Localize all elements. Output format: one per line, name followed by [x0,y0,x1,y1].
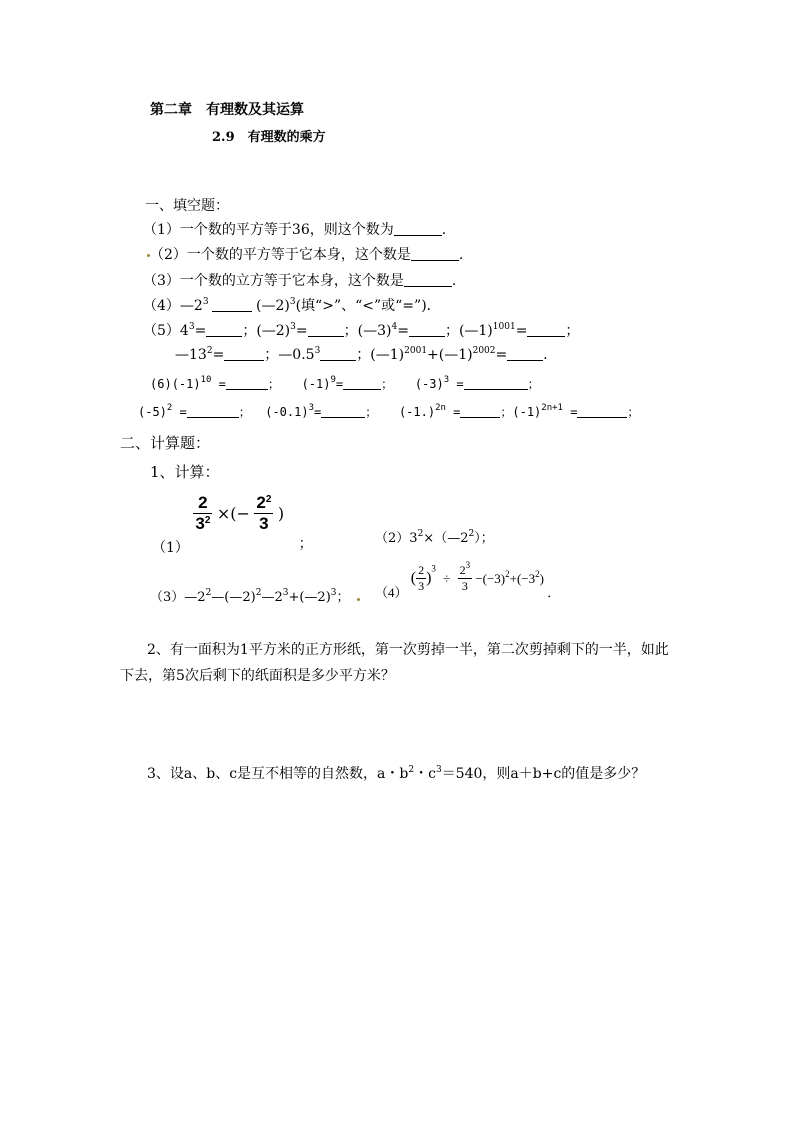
expr: —2 [261,590,283,605]
expr: (-1) [171,377,201,391]
label: （3） [150,590,185,605]
exponent: 3 [443,375,450,385]
exponent: 3 [188,322,195,332]
expr-part: ) [539,570,544,586]
part2-heading: 二、计算题： [120,434,211,452]
text: 3、设a、b、c是互不相等的自然数，a・b [147,766,409,782]
calc-subheading: 1、计算： [150,463,220,481]
separator: ； [336,590,350,605]
expr: —2 [184,590,206,605]
answer-blank[interactable] [206,322,242,337]
exponent: 3 [290,322,296,332]
exponent: 3 [282,588,289,598]
fill-question-1-text: （1）一个数的平方等于36，则这个数为 [143,222,394,238]
expr-part: −(−3) [475,570,506,586]
expr: 3 [409,531,418,546]
exponent: 2002 [472,346,496,356]
answer-blank[interactable] [404,272,452,287]
expr: (—1) [370,347,405,363]
text: ＝540，则a＋b+c的值是多少？ [441,766,646,782]
operator: ÷ [443,570,451,586]
calc-item-4 [375,560,561,601]
numerator [458,560,473,578]
exponent: 2001 [404,346,428,356]
expr [475,568,544,586]
answer-blank[interactable] [308,322,344,337]
fill-question-6-line2: $(-5)^2$ = ； $(-0.1)^3=$ ； $(-1.)^{2n}$ = ；$(-1)^{2n+1}$ = ； [138,403,640,419]
exponent: 4 [391,322,398,332]
fill-question-2 [150,246,463,264]
exponent: 2 [166,403,173,413]
expr: ×（—2 [423,531,469,546]
numerator: 2 [418,563,425,577]
exponent: 3 [330,588,337,598]
base: 3 [195,514,205,533]
answer-blank[interactable] [212,297,252,312]
exponent: 1001 [492,322,516,332]
calc-item-3 [150,589,350,607]
word-problem-3 [147,765,645,783]
expr: (—3) [357,323,392,339]
paren: ) [426,569,432,587]
expr: (-3) [414,377,444,391]
expr-part: +(−3 [509,570,536,586]
operator: ×(− [216,504,250,523]
exponent: 3 [435,765,442,775]
numerator: 2 [198,493,208,512]
exponent: 10 [200,375,212,385]
fill-question-6-line1: $(6)(-1)^{10}$ = ； $(-1)^9=$ ； $(-3)^3$ = ； [150,375,540,391]
exponent: 3 [308,403,315,413]
calc-item-2 [375,530,494,548]
answer-blank[interactable] [226,375,268,390]
expr: (-1) [301,377,331,391]
denominator: 3 [418,579,425,593]
paren: ) [277,504,285,523]
fraction [416,563,426,594]
denominator [193,514,212,534]
expr: ）； [474,531,494,546]
expr: (-1) [512,405,542,419]
exponent: 2 [535,568,540,579]
exponent: 2n [435,403,446,413]
exponent: 2 [205,588,212,598]
exponent: 3 [314,346,321,356]
fill-question-1 [143,221,446,239]
label: （4） [375,585,408,601]
exponent: 3 [431,563,436,574]
word-problem-2-line2: 下去，第5次后剩下的纸面积是多少平方米？ [120,668,395,684]
denominator: 3 [461,579,468,593]
exponent: 2 [417,529,424,539]
expr: （4）—2 [143,298,203,314]
paren: ( [410,569,417,587]
expr: (—1) [458,323,493,339]
word-problem-2-line1: 2、有一面积为1平方米的正方形纸，第一次剪掉一半，第二次剪掉剩下的一半，如此 [147,642,669,658]
answer-blank[interactable] [507,346,543,361]
exponent: 3 [202,297,209,307]
label: (6) [150,377,172,391]
exponent: 2n+1 [541,403,563,413]
answer-blank[interactable] [411,246,459,261]
fill-question-3-text: （3）一个数的立方等于它本身，这个数是 [143,273,404,289]
instruction: (填“>”、“<”或“=”)． [295,298,441,314]
label: （1） [152,539,189,556]
fill-question-5-line1: $(5)4^3=$ ；(—2)$^3$= ；(—3)$^4$= ；(—1)$^{1001}$= ； [143,322,580,339]
fill-question-4 [143,297,441,315]
exponent: 3 [289,297,296,307]
answer-blank[interactable] [394,221,442,236]
answer-blank[interactable] [321,403,365,418]
exponent: 3 [465,560,471,570]
fill-question-3 [143,272,456,290]
answer-blank[interactable] [343,375,381,390]
fraction [193,493,212,534]
exponent: 2 [255,588,262,598]
fill-question-2-text: （2）一个数的平方等于它本身，这个数是 [150,247,411,263]
answer-blank[interactable] [460,403,500,418]
period: . [441,222,447,238]
fraction [458,560,473,594]
answer-blank[interactable] [409,322,445,337]
period: . [458,247,464,263]
period: . [451,273,457,289]
answer-blank[interactable] [320,346,356,361]
expr: (-5) [138,405,167,419]
answer-blank[interactable] [464,375,528,390]
expr: +(—1) [427,347,473,363]
chapter-title: 第二章 有理数及其运算 [150,102,304,118]
base: 2 [459,563,466,577]
expr: —13 [175,347,207,363]
text: ・c [414,766,436,782]
fill-question-5-line2: $—13^2=$ ；$—0.5^3$ ；(—1)$^{2001}$+(—1)$^{2002}$= ． [175,346,558,363]
answer-blank[interactable] [527,322,565,337]
exponent: 2 [505,568,510,579]
exponent: 2 [408,765,415,775]
expr: 4 [179,323,189,339]
label: （5） [143,323,180,339]
answer-blank[interactable] [577,403,627,418]
expr: —0.5 [278,347,315,363]
exponent: 2 [265,494,272,505]
answer-blank[interactable] [224,346,264,361]
calc-item-1 [152,493,313,557]
base: 2 [256,493,266,512]
separator: ； [298,535,313,552]
expr: (—2) [256,298,290,314]
expr: +(—2) [288,590,331,605]
section-title: 2.9 有理数的乘方 [212,130,326,145]
exponent: 2 [206,346,213,356]
exponent: 2 [468,529,475,539]
expr: (—2) [256,323,291,339]
dot-mark [357,598,360,601]
expr: (-0.1) [265,405,309,419]
numerator [254,493,273,513]
label: （2） [375,531,410,546]
exponent: 2 [204,515,211,526]
part1-heading: 一、填空题： [145,198,229,214]
expr: —(—2) [211,590,256,605]
separator: ． [547,585,561,601]
expr: (-1.) [398,405,436,419]
fraction [254,493,273,534]
exponent: 9 [330,375,336,385]
denominator: 3 [259,514,269,533]
answer-blank[interactable] [187,403,239,418]
